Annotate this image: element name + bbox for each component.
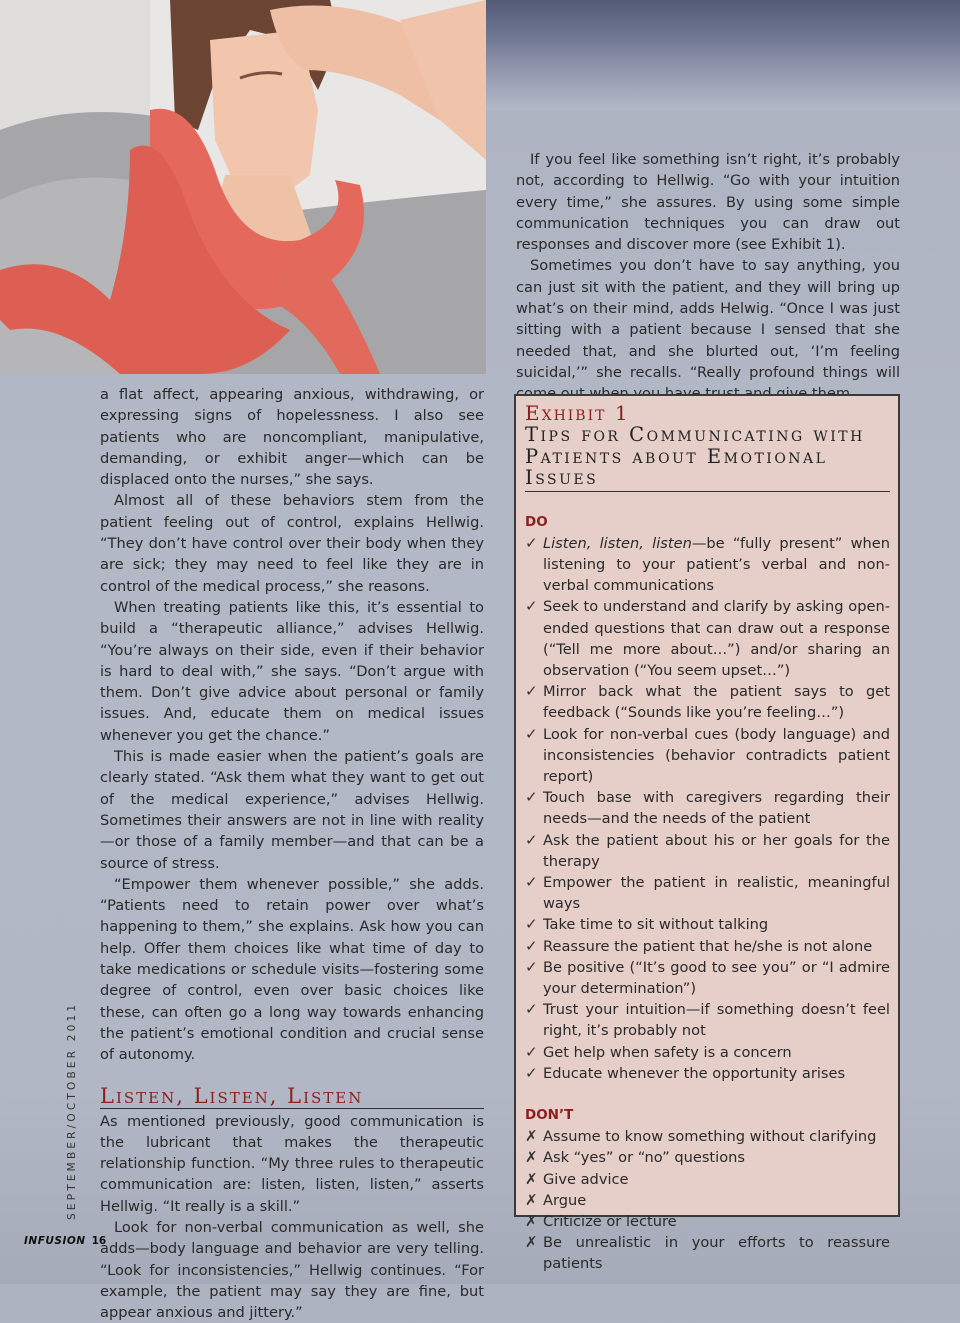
do-heading: DO — [525, 513, 548, 530]
dont-item-text: Argue — [543, 1191, 587, 1209]
do-item — [525, 999, 890, 1041]
do-item — [525, 957, 890, 999]
do-item-emphasis: Listen, listen, listen — [543, 534, 692, 552]
exhibit-box — [514, 394, 900, 1273]
cross-icon: ✗ — [525, 1127, 538, 1146]
check-icon: ✓ — [525, 936, 538, 955]
dont-item — [525, 1190, 890, 1211]
do-item — [525, 830, 890, 872]
dont-item-text: Be unrealistic in your efforts to reassure patients — [543, 1234, 890, 1273]
check-icon: ✓ — [525, 597, 538, 616]
check-icon: ✓ — [525, 533, 538, 552]
do-item — [525, 1042, 890, 1063]
article-paragraph: When treating patients like this, it’s essential to build a “therapeutic alliance,” advises Hellwig. “You’re always on their side, even if their behavior is hard to deal with,” she says. “Don’t argue with them. Don’t give advice about personal or family issues. And, educate them on medical issues whenever you get the chance.” — [100, 598, 484, 744]
dont-item — [525, 1169, 890, 1190]
top-header-band — [484, 0, 960, 110]
dont-item — [525, 1126, 890, 1147]
article-paragraph: “Empower them whenever possible,” she adds. “Patients need to retain power over what’s happening to them,” she explains. Ask how you can help. Offer them choices like what time of day to take medications or schedule visits—fostering some degree of control, even over basic choices like these, can often go a long way towards enhancing the patient’s emotional condition and crucial sense of autonomy. — [100, 875, 484, 1064]
do-item — [525, 787, 890, 829]
do-item — [525, 872, 890, 914]
dont-list — [525, 1126, 890, 1274]
check-icon: ✓ — [525, 872, 538, 891]
article-paragraph: Sometimes you don’t have to say anything, you can just sit with the patient, and they will bring up what’s on their mind, adds Helwig. “Once I was just sitting with a patient because I sensed that she needed that, and she blurted out, ‘I’m feeling suicidal,’” she recalls. “Really profound things will — [516, 257, 900, 381]
page-number: 16 — [91, 1235, 107, 1247]
check-icon: ✓ — [525, 724, 538, 743]
do-item — [525, 596, 890, 681]
do-item-text: Empower the patient in realistic, meaningful ways — [543, 873, 890, 913]
do-item — [525, 681, 890, 723]
check-icon: ✓ — [525, 915, 538, 934]
do-item-text: Mirror back what the patient says to get feedback (“Sounds like you’re feeling…”) — [543, 683, 890, 722]
do-item-text: Reassure the patient that he/she is not alone — [543, 937, 873, 955]
cross-icon: ✗ — [525, 1233, 538, 1252]
check-icon: ✓ — [525, 788, 538, 807]
do-list — [525, 533, 890, 1084]
check-icon: ✓ — [525, 682, 538, 701]
do-item-text: Trust your intuition—if something doesn’t feel right, it’s probably not — [543, 1001, 890, 1040]
do-item — [525, 1063, 890, 1084]
dont-item-text: Ask “yes” or “no” questions — [543, 1149, 745, 1167]
article-paragraph: Almost all of these behaviors stem from the patient feeling out of control, explains Hellwig. “They don’t have control over their body when they are sick; they may need to feel like they are in control of the medical process,” she reasons. — [100, 492, 484, 595]
stressed-woman-photo — [0, 0, 486, 374]
dont-item-text: Give advice — [543, 1170, 629, 1188]
article-paragraph: Look for non-verbal communication as well, she adds—body language and behavior are very telling. “Look for inconsistencies,” Hellwig continues. “For example, the patient may say they are fine, but appear anxious and jittery.” — [100, 1218, 484, 1322]
article-paragraph: As mentioned previously, good communication is the lubricant that makes the therapeutic relationship function. “My three rules to therapeutic communication are: listen, listen, listen,” asserts Hellwig. “It really is a skill.” — [100, 1112, 484, 1215]
cross-icon: ✗ — [525, 1148, 538, 1167]
article-paragraph: a flat affect, appearing anxious, withdrawing, or expressing signs of hopelessness. I also see patients who are noncompliant, manipulative, demanding, or exhibit anger—which can be displaced onto the nurses,” she says. — [100, 386, 484, 489]
dont-item — [525, 1211, 890, 1232]
cross-icon: ✗ — [525, 1169, 538, 1188]
section-heading: Listen, Listen, Listen — [100, 1066, 484, 1109]
check-icon: ✓ — [525, 1000, 538, 1019]
do-item-text: Touch base with caregivers regarding their needs—and the needs of the patient — [543, 789, 890, 828]
do-item-text: Educate whenever the opportunity arises — [543, 1064, 846, 1082]
do-item-text: —be “fully present” when listening to your patient’s verbal and non-verbal communications — [543, 534, 891, 595]
check-icon: ✓ — [525, 957, 538, 976]
do-item — [525, 914, 890, 935]
cross-icon: ✗ — [525, 1212, 538, 1230]
do-item-text: Get help when safety is a concern — [543, 1043, 792, 1061]
do-item — [525, 936, 890, 957]
dont-heading: DON’T — [525, 1106, 574, 1123]
do-item-text: Ask the patient about his or her goals for the therapy — [543, 831, 890, 870]
article-paragraph: This is made easier when the patient’s goals are clearly stated. “Ask them what they want to get out of the medical experience,” advises Hellwig. Sometimes their answers are not in line with reality—or those of a family member—and that can be a source of stress. — [100, 748, 484, 872]
magazine-logo: INFUSION — [24, 1235, 86, 1247]
left-article-column — [100, 384, 484, 1323]
do-item-text: Be positive (“It’s good to see you” or “I admire your determination”) — [543, 958, 890, 997]
dont-item-text: Assume to know something without clarifying — [543, 1128, 877, 1146]
do-item — [525, 533, 890, 597]
check-icon: ✓ — [525, 1042, 538, 1061]
exhibit-title: Tips for Communicating with Patients about Emotional Issues — [525, 424, 890, 492]
article-paragraph: If you feel like something isn’t right, it’s probably not, according to Hellwig. “Go with your intuition every time,” she assures. By using some simple communication techniques you can draw out responses and discover more (see Exhibit 1). — [516, 151, 900, 254]
page-footer — [24, 1235, 106, 1247]
right-article-column — [516, 149, 900, 405]
check-icon: ✓ — [525, 1063, 538, 1082]
do-item-text: Look for non-verbal cues (body language) and inconsistencies (behavior contradicts patient report) — [543, 725, 890, 785]
issue-date: SEPTEMBER/OCTOBER 2011 — [66, 1001, 78, 1220]
check-icon: ✓ — [525, 830, 538, 849]
cross-icon: ✗ — [525, 1190, 538, 1209]
dont-item-text: Criticize or lecture — [543, 1213, 677, 1230]
dont-item — [525, 1147, 890, 1168]
do-item-text: Seek to understand and clarify by asking open-ended questions that can draw out a response (“Tell me more about…”) and/or sharing an observation (“You seem upset…”) — [543, 598, 890, 679]
exhibit-kicker: Exhibit 1 — [525, 401, 630, 425]
do-item-text: Take time to sit without talking — [543, 916, 769, 934]
do-item — [525, 724, 890, 788]
dont-item — [525, 1232, 890, 1274]
